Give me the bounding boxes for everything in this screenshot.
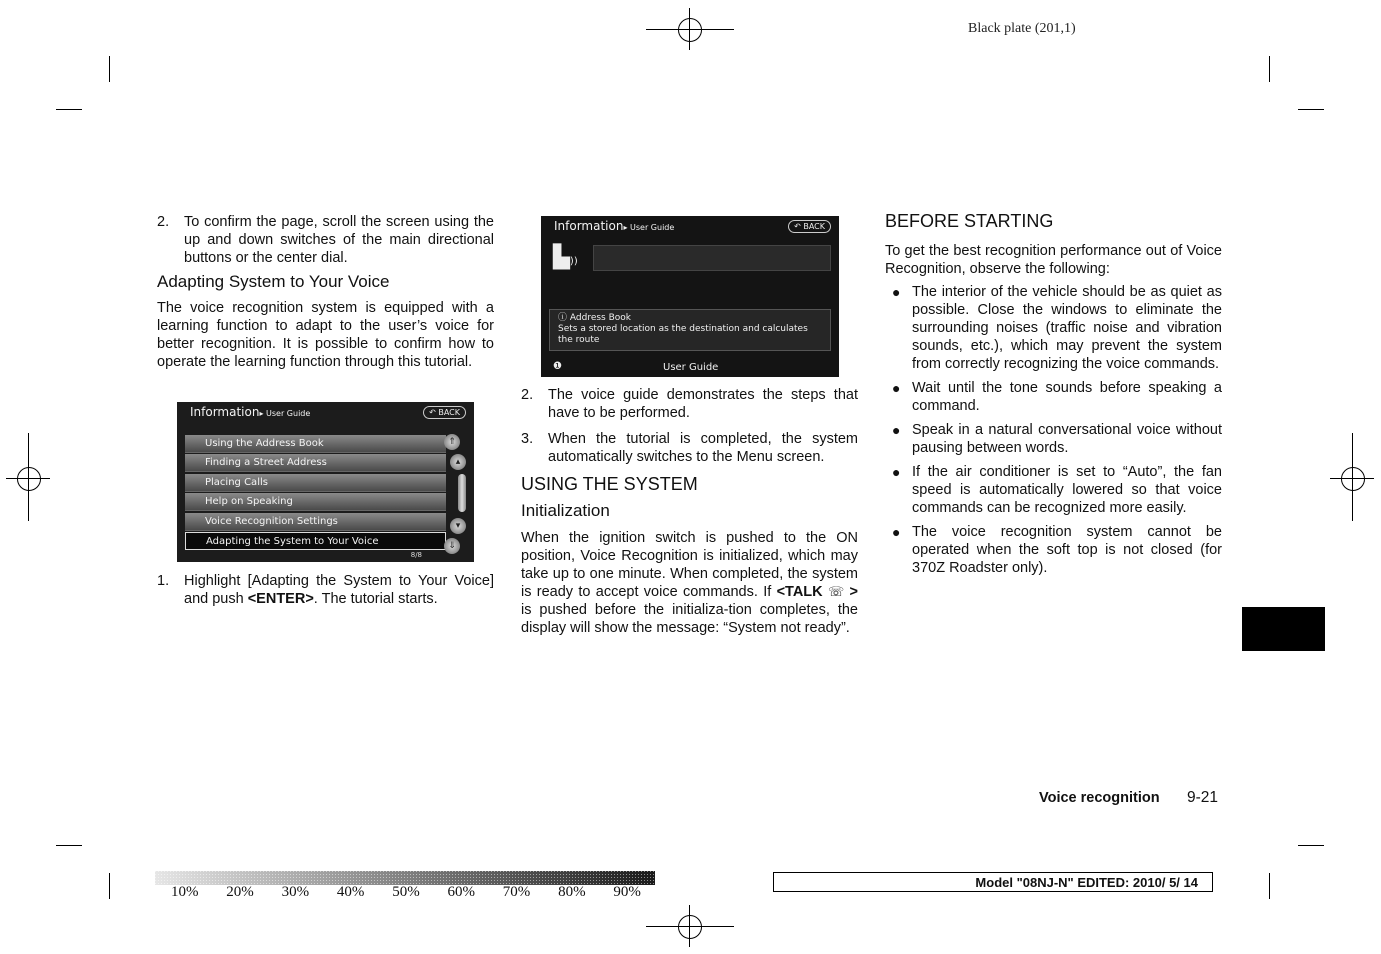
menu-item-label: Voice Recognition Settings: [205, 516, 338, 527]
address-book-guide-screen: [541, 216, 839, 377]
density-percent-label: 90%: [613, 884, 641, 900]
bullet-text: If the air conditioner is set to “Auto”, the fan speed is automatically lowered so that voice commands can be recognized more easily.: [912, 464, 1222, 516]
paragraph: The voice recognition system is equipped with a learning function to adapt to the user’s voice for better recognition. It is possible to confirm how to operate the learning function through this tutorial.: [157, 300, 494, 370]
back-arrow-icon: ↶: [429, 408, 436, 417]
voice-text-display: [593, 245, 831, 271]
menu-item[interactable]: [185, 454, 446, 472]
density-percent-label: 20%: [226, 884, 254, 900]
bullet-icon: ●: [892, 464, 901, 480]
menu-item-selected[interactable]: [185, 532, 446, 550]
talk-switch-icon: ☏: [827, 584, 845, 599]
step-2-confirm: [157, 213, 494, 267]
info-title: Address Book: [569, 313, 631, 323]
scroll-up-icon[interactable]: ▴: [450, 454, 466, 470]
step-2-voice-guide: [521, 386, 858, 422]
enter-key-label: <ENTER>: [247, 591, 314, 607]
talk-key-end: >: [849, 584, 858, 600]
step-text-end: . The tutorial starts.: [313, 591, 438, 607]
page-indicator: 8/8: [410, 551, 422, 559]
section-footer: Voice recognition: [1039, 790, 1160, 806]
menu-item-label: Placing Calls: [205, 477, 268, 488]
paragraph-text-end: is pushed before the initializa-tion completes, the display will show the message: “System not ready”.: [521, 602, 858, 636]
alert-icon: ❶: [553, 361, 562, 372]
menu-item[interactable]: [185, 474, 446, 492]
screen-subtitle: ▸ User Guide: [259, 409, 311, 418]
step-text: To confirm the page, scroll the screen using the up and down switches of the main directional buttons or the center dial.: [184, 214, 494, 266]
section-heading: BEFORE STARTING: [885, 211, 1054, 231]
intro-paragraph: To get the best recognition performance out of Voice Recognition, observe the following:: [885, 243, 1222, 277]
talk-key-label: <TALK: [776, 584, 823, 600]
column-2: [521, 386, 858, 637]
bullet-item: [885, 379, 1222, 415]
bullet-icon: ●: [892, 422, 901, 438]
density-percent-label: 10%: [171, 884, 199, 900]
density-scale-bar: [155, 871, 655, 885]
density-percent-label: 50%: [392, 884, 420, 900]
density-percent-label: 80%: [558, 884, 586, 900]
section-heading: USING THE SYSTEM: [521, 474, 698, 494]
menu-item-label: Adapting the System to Your Voice: [206, 536, 379, 547]
subsection-heading: Initialization: [521, 501, 610, 520]
info-icon: ⓘ: [558, 313, 568, 323]
column-1: [157, 213, 494, 371]
column-3: [885, 212, 1222, 583]
screen-title: [190, 405, 310, 419]
back-label: BACK: [438, 408, 460, 417]
screen-title: [554, 219, 674, 233]
paragraph: [521, 529, 858, 637]
density-percent-label: 30%: [281, 884, 310, 900]
menu-item-label: Help on Speaking: [205, 496, 293, 507]
step-1-highlight: [157, 572, 494, 608]
step-number: 2.: [521, 387, 534, 403]
step-text: Highlight [Adapting the System to Your Voice] and push: [184, 573, 494, 607]
step-text: The voice guide demonstrates the steps that have to be performed.: [548, 387, 858, 421]
info-text: Sets a stored location as the destination and calculates the route: [558, 324, 808, 345]
section-heading: Adapting System to Your Voice: [157, 272, 390, 291]
bullet-item: [885, 421, 1222, 457]
back-arrow-icon: ↶: [794, 222, 801, 231]
bullet-text: Wait until the tone sounds before speaking a command.: [912, 380, 1222, 414]
menu-item[interactable]: [185, 513, 446, 531]
scroll-bar[interactable]: [458, 474, 466, 512]
step-number: 2.: [157, 214, 170, 230]
screen-title-text: Information: [190, 405, 260, 419]
bullet-text: The voice recognition system cannot be operated when the soft top is not closed (for 370Z Roadster only).: [912, 524, 1222, 576]
bullet-icon: ●: [892, 284, 901, 300]
model-edited-box: Model "08NJ-N" EDITED: 2010/ 5/ 14: [773, 872, 1213, 892]
menu-item-label: Using the Address Book: [205, 438, 324, 449]
bullet-icon: ●: [892, 380, 901, 396]
step-text: When the tutorial is completed, the system automatically switches to the Menu screen.: [548, 431, 858, 465]
density-percent-label: 40%: [336, 884, 365, 900]
bullet-item: [885, 523, 1222, 577]
page-number: 9-21: [1187, 789, 1219, 806]
voice-speaker-icon: ▙)): [553, 245, 578, 270]
density-percent-label: 60%: [447, 884, 475, 900]
menu-item[interactable]: [185, 493, 446, 511]
bullet-item: [885, 463, 1222, 517]
page-down-icon[interactable]: ⇓: [444, 538, 460, 554]
bullet-icon: ●: [892, 524, 901, 540]
bullet-text: The interior of the vehicle should be as quiet as possible. Close the windows to eliminate the surrounding noises (traffic noise and vibration sounds, etc.), which may prevent the system from correctly recognizing the voice commands.: [912, 284, 1222, 372]
back-button[interactable]: [788, 220, 831, 233]
density-percent-label: 70%: [502, 884, 531, 900]
bullet-text: Speak in a natural conversational voice without pausing between words.: [912, 422, 1222, 456]
menu-item[interactable]: [185, 435, 446, 453]
step-number: 3.: [521, 431, 534, 447]
info-panel: [549, 309, 831, 351]
paragraph-text: When the ignition switch is pushed to the ON position, Voice Recognition is initialized, which may take up to one minute. When completed, the system is ready to accept voice commands. If: [521, 530, 858, 600]
back-label: BACK: [803, 222, 825, 231]
step-3-tutorial-complete: [521, 430, 858, 466]
screen-title-text: Information: [554, 219, 624, 233]
user-guide-menu-screen: [177, 402, 474, 562]
step-number: 1.: [157, 573, 170, 589]
menu-item-label: Finding a Street Address: [205, 457, 327, 468]
chapter-tab: [1242, 607, 1325, 651]
bullet-item: [885, 283, 1222, 373]
scroll-down-icon[interactable]: ▾: [450, 518, 466, 534]
back-button[interactable]: [423, 406, 466, 419]
screen-bottom-label: User Guide: [663, 362, 719, 373]
page-up-icon[interactable]: ⇑: [444, 434, 460, 450]
screen-subtitle: ▸ User Guide: [623, 223, 675, 232]
plate-label: Black plate (201,1): [968, 21, 1076, 36]
